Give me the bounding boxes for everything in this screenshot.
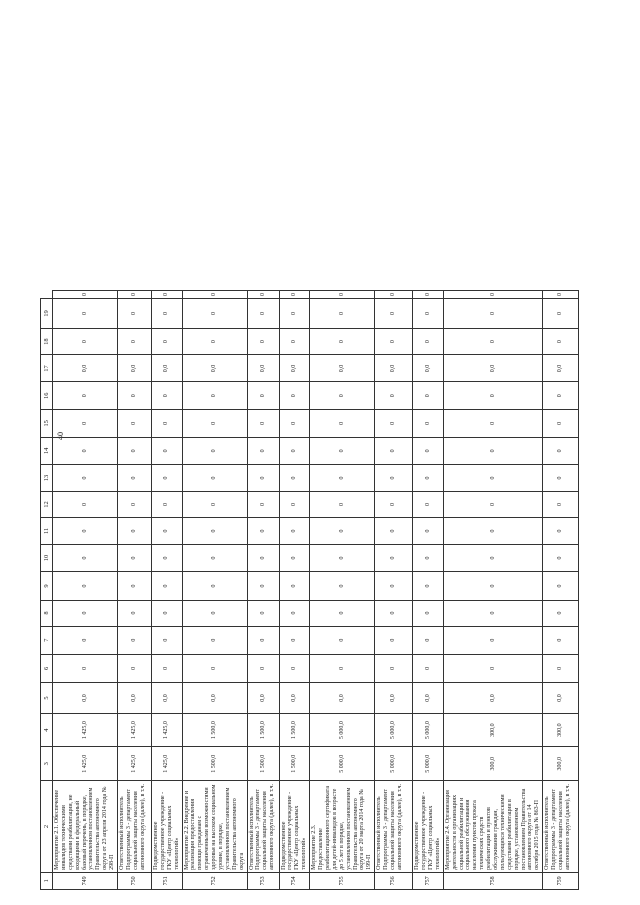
value-cell: 0 (443, 410, 542, 438)
value-cell: 0 (53, 572, 118, 600)
value-cell: 0 (152, 626, 183, 654)
value-cell: 0,0 (279, 355, 310, 382)
value-cell: 0 (310, 544, 375, 572)
value-cell: 0 (118, 382, 152, 410)
table-row (443, 291, 542, 890)
value-cell: 0 (182, 328, 247, 355)
value-cell: 0 (118, 491, 152, 518)
value-cell: 0 (413, 299, 444, 329)
value-cell: 0 (543, 410, 579, 438)
value-cell: 0 (152, 544, 183, 572)
row-number: 755 (310, 872, 375, 889)
value-cell: 0 (247, 654, 279, 682)
value-cell: 0 (152, 291, 183, 299)
value-cell: 0 (152, 437, 183, 465)
value-cell: 0 (279, 626, 310, 654)
row-number: 759 (543, 872, 579, 889)
value-cell: 0 (443, 382, 542, 410)
value-cell: 5 000,0 (413, 747, 444, 781)
value-cell: 0 (152, 328, 183, 355)
value-cell: 0 (247, 437, 279, 465)
table-row (375, 291, 413, 890)
row-number: 758 (443, 872, 542, 889)
value-cell: 0 (152, 382, 183, 410)
value-cell: 0 (310, 328, 375, 355)
value-cell: 5 000,0 (413, 714, 444, 747)
value-cell: 1 500,0 (247, 747, 279, 781)
value-cell: 0 (375, 299, 413, 329)
value-cell: 0 (543, 626, 579, 654)
row-number: 754 (279, 872, 310, 889)
value-cell: 0 (247, 328, 279, 355)
value-cell: 0 (413, 626, 444, 654)
value-cell: 0 (182, 544, 247, 572)
row-description: Мероприятие 2.3. Предоставление реабилитационного сертификата для детей-инвалидов в возрасте до 5 лет в порядке, установленном постановлением Правительства автономного округа от 20 марта 2014 года № 199-П (310, 781, 375, 873)
value-cell: 0,0 (543, 355, 579, 382)
row-description: Ответственный исполнитель Подпрограммы 3 - департамент социальной защиты населения автономного округа (далее), в т.ч. (247, 781, 279, 873)
value-cell: 0 (118, 600, 152, 626)
value-cell: 0 (247, 382, 279, 410)
value-cell: 0 (375, 382, 413, 410)
value-cell: 0 (279, 465, 310, 492)
row-description: Ответственный исполнитель Подпрограммы 3 - департамент социальной защиты населения автономного округа (далее), в т.ч. (375, 781, 413, 873)
value-cell: 0 (413, 654, 444, 682)
value-cell: 0 (543, 491, 579, 518)
col-header: 4 (41, 714, 53, 747)
table-row (413, 291, 444, 890)
rotated-table-sheet (40, 290, 579, 890)
value-cell: 5 000,0 (375, 714, 413, 747)
col-header: 19 (41, 299, 53, 329)
value-cell: 0 (279, 491, 310, 518)
value-cell: 0 (53, 491, 118, 518)
value-cell: 0 (443, 299, 542, 329)
value-cell: 1 425,0 (152, 747, 183, 781)
value-cell: 0 (543, 437, 579, 465)
value-cell: 0 (413, 465, 444, 492)
value-cell: 0 (118, 626, 152, 654)
value-cell: 0 (543, 654, 579, 682)
row-number: 756 (375, 872, 413, 889)
row-number: 750 (118, 872, 152, 889)
value-cell: 0,0 (375, 355, 413, 382)
col-header: 9 (41, 572, 53, 600)
value-cell: 0 (53, 410, 118, 438)
col-header: 10 (41, 544, 53, 572)
value-cell: 0 (310, 382, 375, 410)
col-header: 1 (41, 872, 53, 889)
value-cell: 0 (279, 382, 310, 410)
value-cell: 0 (310, 491, 375, 518)
table-row (279, 291, 310, 890)
value-cell: 0 (152, 410, 183, 438)
table-row (118, 291, 152, 890)
value-cell: 0 (375, 410, 413, 438)
value-cell: 0 (443, 600, 542, 626)
value-cell: 0 (443, 626, 542, 654)
value-cell: 0,0 (247, 682, 279, 713)
row-description: Ответственный исполнитель Подпрограммы 3 - департамент социальной защиты населения автономного округа (далее), в т.ч. (118, 781, 152, 873)
value-cell: 0,0 (413, 355, 444, 382)
value-cell: 0 (53, 465, 118, 492)
value-cell: 0 (247, 626, 279, 654)
value-cell: 0 (118, 572, 152, 600)
value-cell: 0 (279, 544, 310, 572)
value-cell: 0 (152, 654, 183, 682)
value-cell: 0,0 (247, 355, 279, 382)
value-cell: 0 (443, 654, 542, 682)
col-header: 2 (41, 781, 53, 873)
row-number: 751 (152, 872, 183, 889)
value-cell: 0 (247, 572, 279, 600)
col-header: 3 (41, 747, 53, 781)
value-cell: 0,0 (118, 355, 152, 382)
value-cell: 0 (182, 654, 247, 682)
value-cell: 0 (310, 600, 375, 626)
value-cell: 0,0 (53, 682, 118, 713)
value-cell: 0 (375, 491, 413, 518)
value-cell: 0 (152, 465, 183, 492)
value-cell: 0,0 (279, 682, 310, 713)
value-cell: 0 (443, 572, 542, 600)
value-cell: 1 425,0 (53, 714, 118, 747)
value-cell: 0 (118, 291, 152, 299)
value-cell: 0,0 (413, 682, 444, 713)
value-cell: 0 (118, 465, 152, 492)
value-cell: 1 500,0 (247, 714, 279, 747)
header-row (41, 291, 53, 890)
row-description: Ответственный исполнитель Подпрограммы 3 - департамент социальной защиты населения автономного округа (далее), в т.ч. (543, 781, 579, 873)
value-cell: 0,0 (443, 355, 542, 382)
value-cell: 0 (279, 600, 310, 626)
value-cell: 0 (443, 518, 542, 544)
value-cell: 0 (53, 654, 118, 682)
row-description: Мероприятие 2.2. Внедрение и реализация предоставления помощи гражданам с ограниченными возможностями здоровья на высоком социальном уровне, в порядке, установленном постановлением Правительства автономного округа (182, 781, 247, 873)
value-cell: 0 (247, 299, 279, 329)
value-cell: 1 500,0 (279, 747, 310, 781)
col-header: 7 (41, 626, 53, 654)
value-cell: 0,0 (310, 682, 375, 713)
value-cell: 0 (413, 518, 444, 544)
value-cell: 0 (375, 544, 413, 572)
value-cell: 1 425,0 (118, 714, 152, 747)
value-cell: 0 (247, 491, 279, 518)
value-cell: 0 (310, 654, 375, 682)
col-header: 6 (41, 654, 53, 682)
col-header: 12 (41, 491, 53, 518)
value-cell: 0 (443, 291, 542, 299)
value-cell: 300,0 (443, 714, 542, 747)
value-cell: 0 (182, 437, 247, 465)
value-cell: 0,0 (375, 682, 413, 713)
value-cell: 0 (182, 491, 247, 518)
col-header: 8 (41, 600, 53, 626)
value-cell: 300,0 (543, 714, 579, 747)
table-row (543, 291, 579, 890)
col-header: 11 (41, 518, 53, 544)
value-cell: 0 (310, 437, 375, 465)
value-cell: 1 425,0 (152, 714, 183, 747)
value-cell: 1 425,0 (118, 747, 152, 781)
row-number: 752 (182, 872, 247, 889)
value-cell: 0 (413, 572, 444, 600)
table-row (310, 291, 375, 890)
value-cell: 0 (152, 572, 183, 600)
value-cell: 0 (413, 600, 444, 626)
value-cell: 0 (443, 465, 542, 492)
value-cell: 0 (413, 382, 444, 410)
value-cell: 0 (543, 328, 579, 355)
value-cell: 300,0 (543, 747, 579, 781)
value-cell: 0 (53, 291, 118, 299)
col-header: 17 (41, 355, 53, 382)
value-cell: 0 (279, 299, 310, 329)
value-cell: 0 (413, 437, 444, 465)
row-description: Подведомственное государственное учреждение - ГКУ «Центр социальных технологий» (413, 781, 444, 873)
value-cell: 0 (375, 626, 413, 654)
value-cell: 0 (310, 465, 375, 492)
page-number: 40 (56, 432, 65, 440)
value-cell: 0 (443, 491, 542, 518)
value-cell: 0 (118, 544, 152, 572)
value-cell: 0 (375, 328, 413, 355)
table-row (247, 291, 279, 890)
value-cell: 0 (53, 328, 118, 355)
value-cell: 0,0 (182, 682, 247, 713)
value-cell: 0 (279, 654, 310, 682)
value-cell: 0 (247, 410, 279, 438)
value-cell: 0 (152, 600, 183, 626)
value-cell: 0,0 (543, 682, 579, 713)
row-description: Мероприятие 2.4. Организация деятельности в организациях социальной реабилитации и социального обслуживания населения пунктов проката технических средств реабилитации и пунктов обслуживания граждан, пользующихся техническими средствами реабилитации в порядке, установленном постановлением Правительства автономного округа от 14 октября 2015 года № 863-П (443, 781, 542, 873)
value-cell: 0 (543, 299, 579, 329)
value-cell: 0 (310, 626, 375, 654)
col-header: 15 (41, 410, 53, 438)
value-cell: 0 (279, 572, 310, 600)
row-description: Подведомственное государственное учреждение - ГКУ «Центр социальных технологий» (152, 781, 183, 873)
value-cell: 0 (413, 328, 444, 355)
value-cell: 0 (543, 382, 579, 410)
value-cell: 0 (375, 654, 413, 682)
value-cell: 0 (53, 382, 118, 410)
value-cell: 0 (543, 465, 579, 492)
value-cell: 0 (247, 465, 279, 492)
value-cell: 0 (443, 328, 542, 355)
value-cell: 0 (182, 572, 247, 600)
value-cell: 0 (118, 518, 152, 544)
value-cell: 0 (543, 518, 579, 544)
value-cell: 0 (443, 437, 542, 465)
row-number: 753 (247, 872, 279, 889)
value-cell: 0 (247, 518, 279, 544)
value-cell: 0 (375, 465, 413, 492)
value-cell: 0,0 (152, 682, 183, 713)
value-cell: 0 (310, 518, 375, 544)
value-cell: 0 (279, 328, 310, 355)
value-cell: 0 (118, 654, 152, 682)
value-cell: 0 (152, 299, 183, 329)
table-row (182, 291, 247, 890)
value-cell: 0 (118, 437, 152, 465)
value-cell: 0 (543, 572, 579, 600)
col-header: 14 (41, 437, 53, 465)
value-cell: 0 (182, 600, 247, 626)
value-cell: 0 (118, 299, 152, 329)
value-cell: 0 (413, 544, 444, 572)
value-cell: 0 (118, 328, 152, 355)
value-cell: 0 (279, 437, 310, 465)
value-cell: 0,0 (182, 355, 247, 382)
value-cell: 0 (247, 291, 279, 299)
value-cell: 0 (182, 465, 247, 492)
value-cell: 0 (118, 410, 152, 438)
value-cell: 0 (375, 437, 413, 465)
value-cell: 0,0 (118, 682, 152, 713)
value-cell: 0 (53, 299, 118, 329)
value-cell: 0,0 (443, 682, 542, 713)
value-cell: 0 (375, 518, 413, 544)
value-cell: 0,0 (152, 355, 183, 382)
value-cell: 0 (152, 491, 183, 518)
value-cell: 1 500,0 (182, 747, 247, 781)
col-header: 18 (41, 328, 53, 355)
value-cell: 0 (53, 437, 118, 465)
col-header: 16 (41, 382, 53, 410)
row-description: Мероприятие 2.1. Обеспечение инвалидов техническими средствами реабилитации, не входящими в федеральный базовый перечень, в порядке, установленном постановлением Правительства автономного округа от 23 апреля 2014 года № 298-П (53, 781, 118, 873)
value-cell: 0 (413, 291, 444, 299)
table-row (152, 291, 183, 890)
value-cell: 1 500,0 (182, 714, 247, 747)
value-cell: 0 (375, 572, 413, 600)
value-cell: 0 (182, 291, 247, 299)
value-cell: 0,0 (310, 355, 375, 382)
value-cell: 0 (543, 544, 579, 572)
value-cell: 5 000,0 (310, 747, 375, 781)
value-cell: 0 (182, 299, 247, 329)
value-cell: 0 (279, 518, 310, 544)
value-cell: 0,0 (53, 355, 118, 382)
value-cell: 5 000,0 (375, 747, 413, 781)
value-cell: 0 (413, 491, 444, 518)
value-cell: 0 (310, 291, 375, 299)
value-cell: 0 (443, 544, 542, 572)
col-header: 5 (41, 682, 53, 713)
value-cell: 1 425,0 (53, 747, 118, 781)
value-cell: 0 (53, 600, 118, 626)
value-cell: 0 (375, 600, 413, 626)
value-cell: 0 (375, 291, 413, 299)
budget-table (40, 290, 579, 890)
table-row (53, 291, 118, 890)
row-number: 757 (413, 872, 444, 889)
value-cell: 0 (247, 544, 279, 572)
value-cell: 0 (182, 382, 247, 410)
col-header: 13 (41, 465, 53, 492)
value-cell: 0 (53, 518, 118, 544)
value-cell: 0 (182, 626, 247, 654)
value-cell: 0 (310, 299, 375, 329)
value-cell: 0 (543, 600, 579, 626)
row-description: Подведомственное государственное учреждение - ГКУ «Центр социальных технологий» (279, 781, 310, 873)
value-cell: 0 (413, 410, 444, 438)
value-cell: 0 (182, 410, 247, 438)
table-body (41, 291, 579, 890)
row-number: 749 (53, 872, 118, 889)
value-cell: 0 (543, 291, 579, 299)
value-cell: 1 500,0 (279, 714, 310, 747)
value-cell: 0 (279, 291, 310, 299)
value-cell: 0 (279, 410, 310, 438)
value-cell: 0 (182, 518, 247, 544)
value-cell: 5 000,0 (310, 714, 375, 747)
value-cell: 300,0 (443, 747, 542, 781)
value-cell: 0 (310, 572, 375, 600)
value-cell: 0 (53, 544, 118, 572)
value-cell: 0 (152, 518, 183, 544)
value-cell: 0 (53, 626, 118, 654)
value-cell: 0 (310, 410, 375, 438)
value-cell: 0 (247, 600, 279, 626)
